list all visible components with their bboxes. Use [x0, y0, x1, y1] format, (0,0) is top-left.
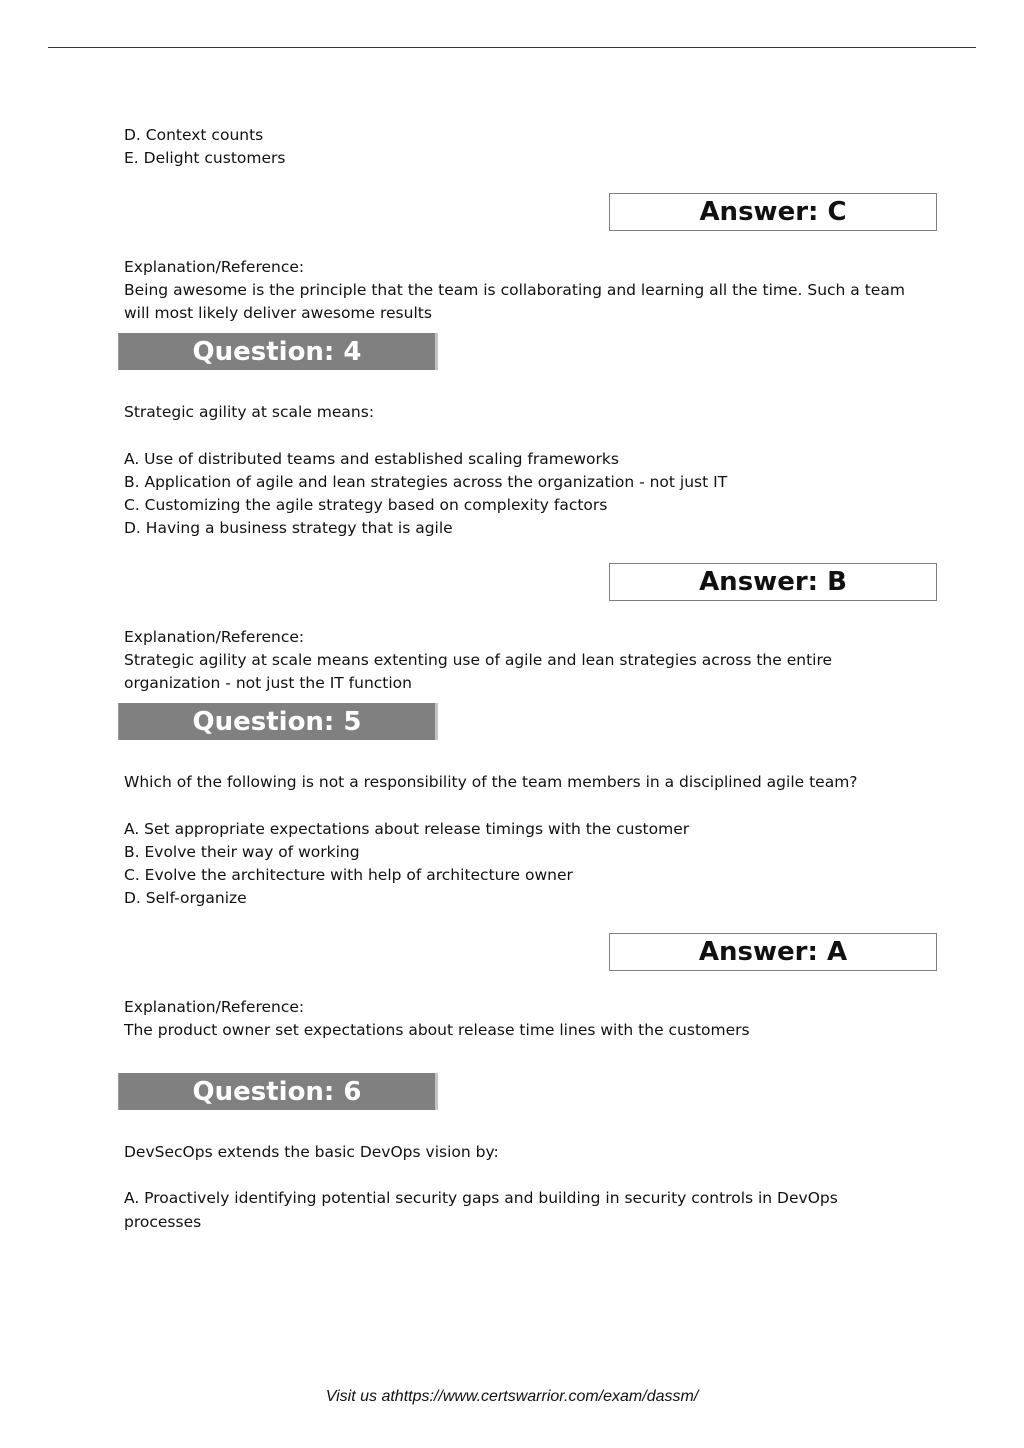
- option-d: D. Having a business strategy that is agile: [124, 519, 453, 537]
- question-title: Question: 5: [192, 706, 362, 737]
- option-a: A. Set appropriate expectations about release timings with the customer: [124, 820, 690, 838]
- option-d: D. Self-organize: [124, 889, 247, 907]
- explanation-text: will most likely deliver awesome results: [124, 304, 432, 322]
- explanation-text: Being awesome is the principle that the team is collaborating and learning all the time. Such a team: [124, 281, 905, 299]
- footer-link-text: Visit us athttps://www.certswarrior.com/exam/dassm/: [325, 1388, 699, 1405]
- answer-label: Answer: A: [698, 937, 848, 967]
- answer-label: Answer: B: [699, 567, 847, 597]
- answer-box: [609, 563, 937, 601]
- explanation-label: Explanation/Reference:: [124, 628, 305, 646]
- explanation-text: organization - not just the IT function: [124, 674, 412, 692]
- option-a: A. Use of distributed teams and established scaling frameworks: [124, 450, 619, 468]
- option-d: D. Context counts: [124, 126, 264, 144]
- explanation-text: Strategic agility at scale means extenting use of agile and lean strategies across the entire: [124, 651, 833, 669]
- question-header: [118, 1073, 438, 1110]
- question-header: [118, 333, 438, 370]
- question-prompt: Strategic agility at scale means:: [124, 403, 375, 421]
- question-prompt: Which of the following is not a responsibility of the team members in a disciplined agile team?: [124, 773, 858, 791]
- question-prompt: DevSecOps extends the basic DevOps vision by:: [124, 1143, 499, 1161]
- option-a-continued: processes: [124, 1213, 202, 1231]
- explanation-label: Explanation/Reference:: [124, 258, 305, 276]
- option-e: E. Delight customers: [124, 149, 286, 167]
- question-title: Question: 4: [192, 336, 362, 367]
- answer-box: [609, 193, 937, 231]
- option-b: B. Application of agile and lean strategies across the organization - not just IT: [124, 473, 728, 491]
- question-title: Question: 6: [192, 1076, 362, 1107]
- option-a: A. Proactively identifying potential security gaps and building in security controls in DevOps: [124, 1189, 838, 1207]
- explanation-label: Explanation/Reference:: [124, 998, 305, 1016]
- answer-label: Answer: C: [699, 197, 847, 227]
- explanation-text: The product owner set expectations about release time lines with the customers: [124, 1021, 750, 1039]
- question-header: [118, 703, 438, 740]
- option-b: B. Evolve their way of working: [124, 843, 360, 861]
- header-rule: [48, 47, 976, 48]
- answer-box: [609, 933, 937, 971]
- option-c: C. Evolve the architecture with help of architecture owner: [124, 866, 573, 884]
- option-c: C. Customizing the agile strategy based on complexity factors: [124, 496, 608, 514]
